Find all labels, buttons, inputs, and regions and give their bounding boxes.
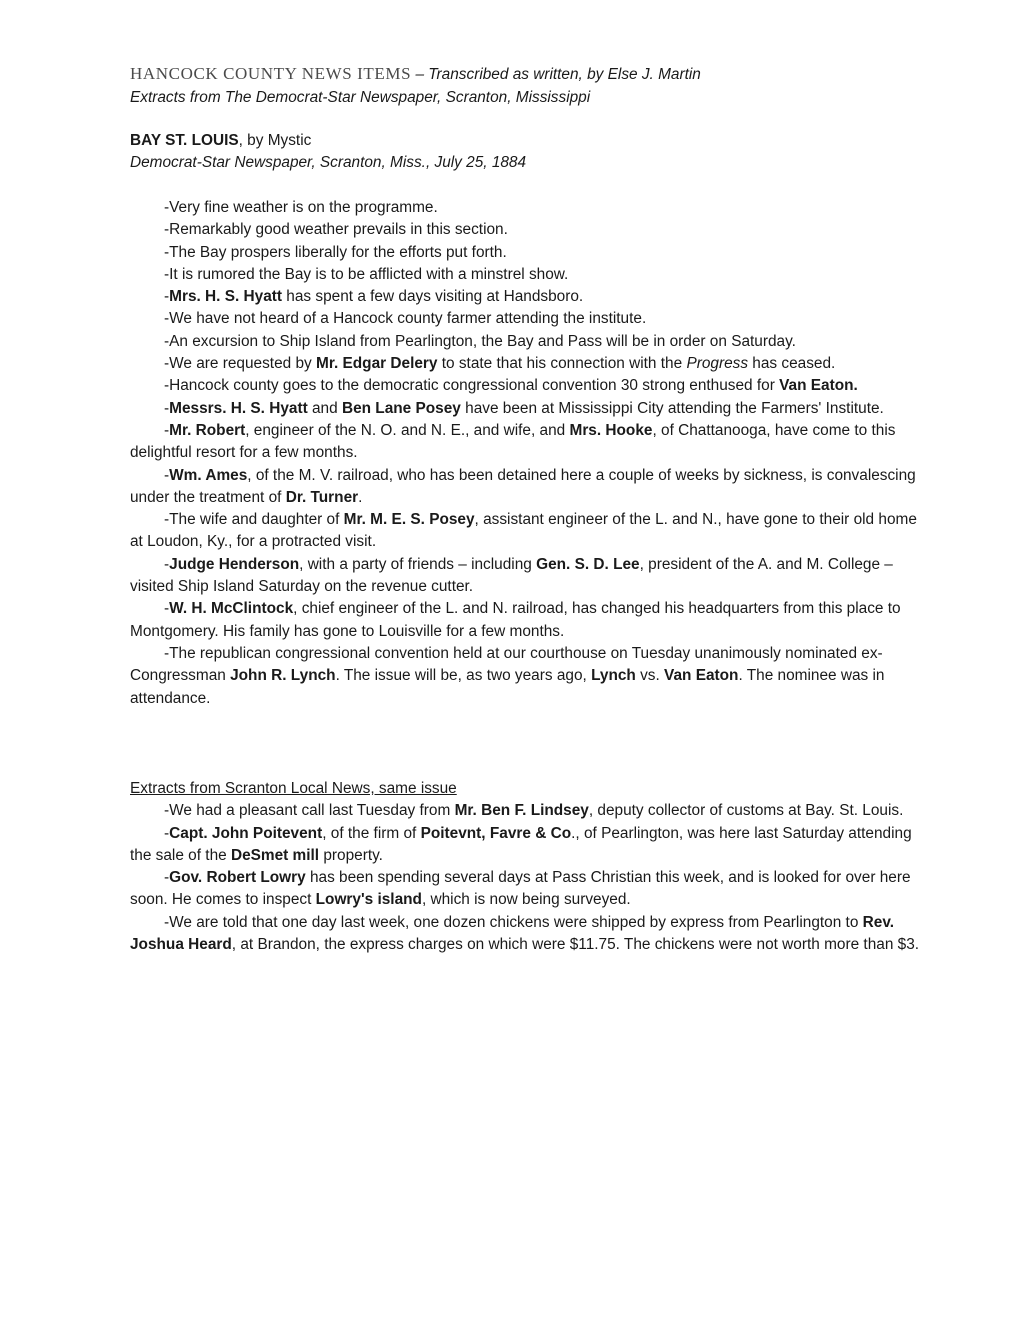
name-highlight: Lynch <box>591 667 636 685</box>
name-highlight: Ben Lane Posey <box>341 399 461 417</box>
extracts-subtitle: Extracts from The Democrat-Star Newspaper, Scranton, Mississippi <box>130 89 591 106</box>
name-highlight: Mr. Edgar Delery <box>316 355 438 373</box>
local-news-items <box>130 800 920 956</box>
item-text: -We are told that one day last week, one dozen chickens were shipped by express from Pearlington to <box>164 913 863 931</box>
item-text: -The Bay prospers liberally for the efforts put forth. <box>164 243 507 261</box>
name-highlight: DeSmet mill <box>230 846 320 864</box>
name-highlight: Capt. John Poitevent <box>169 824 323 842</box>
news-items <box>130 197 920 710</box>
item-text: -We have not heard of a Hancock county farmer attending the institute. <box>164 310 647 328</box>
news-item <box>130 242 920 264</box>
section-byline: , by Mystic <box>238 132 312 149</box>
item-text: have been at Mississippi City attending the Farmers' Institute. <box>460 399 884 417</box>
name-highlight: Mrs. H. S. Hyatt <box>169 288 283 306</box>
item-text: -Very fine weather is on the programme. <box>164 199 438 216</box>
section-source: Democrat-Star Newspaper, Scranton, Miss., July 25, 1884 <box>130 154 527 172</box>
name-highlight: Poitevnt, Favre & Co <box>420 824 572 842</box>
item-text: - <box>164 466 170 484</box>
item-text: , of the M. V. railroad, who has been detained here a couple of weeks by sickness, is convalescing under the treatment of <box>130 466 916 506</box>
news-item <box>130 823 920 868</box>
name-highlight: Mr. M. E. S. Posey <box>343 511 475 529</box>
series-title: HANCOCK COUNTY NEWS ITEMS <box>130 64 412 83</box>
item-text: -Remarkably good weather prevails in this section. <box>164 221 508 239</box>
name-highlight: Van Eaton <box>664 667 739 685</box>
news-item <box>130 353 920 375</box>
item-text: - <box>164 399 170 417</box>
name-highlight: Mrs. Hooke <box>569 421 653 439</box>
local-news-section <box>130 778 920 956</box>
news-item <box>130 264 920 286</box>
news-item <box>130 286 920 308</box>
item-text: ., of Pearlington, was here last Saturday attending the sale of the <box>130 824 912 864</box>
news-item <box>130 643 920 710</box>
name-highlight: Lowry's island <box>315 891 422 909</box>
item-text: , chief engineer of the L. and N. railroad, has changed his headquarters from this place to Montgomery. His family has gone to Louisville for a few months. <box>130 600 901 640</box>
item-text: , of Chattanooga, have come to this delightful resort for a few months. <box>130 421 896 462</box>
transcriber-credit: – Transcribed as written, by Else J. Martin <box>411 66 701 83</box>
item-text: . <box>358 488 363 506</box>
item-text: - <box>164 421 170 439</box>
news-item <box>130 509 920 554</box>
name-highlight: John R. Lynch <box>230 667 336 685</box>
item-text: , assistant engineer of the L. and N., have gone to their old home at Loudon, Ky., for a protracted visit. <box>130 511 917 551</box>
item-text: has been spending several days at Pass Christian this week, and is looked for over here soon. He comes to inspect <box>130 869 911 909</box>
item-text: , which is now being surveyed. <box>421 891 631 909</box>
item-text: , deputy collector of customs at Bay. St. Louis. <box>588 802 904 820</box>
item-text: - <box>164 824 170 842</box>
news-item <box>130 867 920 912</box>
news-item <box>130 420 920 465</box>
news-item <box>130 554 920 599</box>
name-highlight: Messrs. H. S. Hyatt <box>169 399 308 417</box>
news-item <box>130 398 920 420</box>
name-highlight: Mr. Robert <box>169 421 246 439</box>
item-text: -The republican congressional convention held at our courthouse on Tuesday unanimously nominated ex-Congressman <box>130 644 883 685</box>
news-item <box>130 197 920 219</box>
name-highlight: Gen. S. D. Lee <box>536 555 640 573</box>
item-text: -An excursion to Ship Island from Pearlington, the Bay and Pass will be in order on Saturday. <box>164 332 796 350</box>
news-item <box>130 465 920 510</box>
item-text: - <box>164 288 170 306</box>
name-highlight: Wm. Ames <box>169 466 248 484</box>
item-text: to state that his connection with the <box>437 355 687 373</box>
item-text: and <box>307 399 342 417</box>
name-highlight: W. H. McClintock <box>169 600 294 618</box>
name-highlight: Van Eaton. <box>779 377 858 395</box>
item-text: , president of the A. and M. College – visited Ship Island Saturday on the revenue cutter. <box>130 555 893 596</box>
section-place-line <box>130 130 930 152</box>
news-item <box>130 331 920 353</box>
item-text: , of the firm of <box>322 824 421 842</box>
section-place: BAY ST. LOUIS <box>130 132 239 149</box>
item-text: - <box>164 869 170 887</box>
name-highlight: Dr. Turner <box>285 488 359 506</box>
item-text: has ceased. <box>748 355 836 373</box>
name-highlight: Gov. Robert Lowry <box>169 869 306 887</box>
name-highlight: Judge Henderson <box>169 555 300 573</box>
item-text: , engineer of the N. O. and N. E., and wife, and <box>245 421 570 439</box>
news-item <box>130 598 920 643</box>
news-item <box>130 308 920 330</box>
item-text: - <box>164 555 170 573</box>
name-highlight: Rev. Joshua Heard <box>130 913 895 954</box>
item-text: vs. <box>635 667 665 685</box>
item-text: -We had a pleasant call last Tuesday from <box>164 802 455 820</box>
item-text: -It is rumored the Bay is to be afflicted with a minstrel show. <box>164 265 569 283</box>
item-text: , at Brandon, the express charges on which were $11.75. The chickens were not worth more than $3. <box>231 936 920 954</box>
item-text: . The issue will be, as two years ago, <box>335 667 592 685</box>
news-item <box>130 219 920 241</box>
item-text: -The wife and daughter of <box>164 511 344 529</box>
news-item <box>130 912 920 957</box>
news-item <box>130 375 920 397</box>
section-heading <box>130 130 930 175</box>
publication-title: Progress <box>686 355 749 373</box>
document-header <box>130 62 990 110</box>
item-text: has spent a few days visiting at Handsboro. <box>282 288 584 306</box>
item-text: -We are requested by <box>164 355 316 373</box>
item-text: - <box>164 600 170 618</box>
name-highlight: Mr. Ben F. Lindsey <box>454 802 589 820</box>
item-text: property. <box>319 846 383 864</box>
item-text: -Hancock county goes to the democratic congressional convention 30 strong enthused for <box>164 377 780 395</box>
item-text: . The nominee was in attendance. <box>130 667 885 707</box>
header-title-line <box>130 62 990 86</box>
news-item <box>130 800 920 822</box>
local-news-heading: Extracts from Scranton Local News, same issue <box>130 780 457 797</box>
item-text: , with a party of friends – including <box>299 555 537 573</box>
